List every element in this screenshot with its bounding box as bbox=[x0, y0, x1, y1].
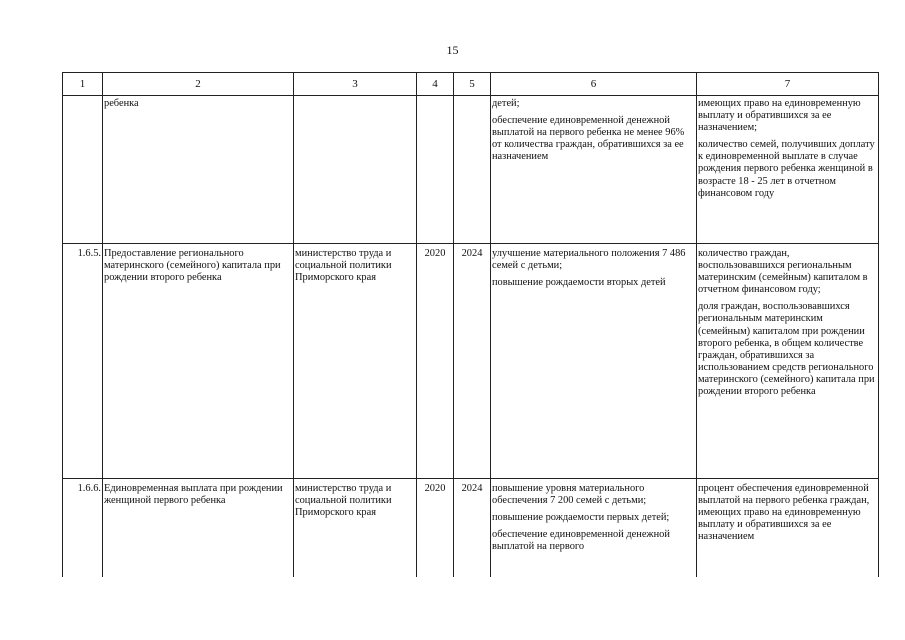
year-end bbox=[454, 96, 491, 244]
year-end: 2024 bbox=[454, 479, 491, 578]
col-header-5: 5 bbox=[454, 73, 491, 96]
col-header-4: 4 bbox=[417, 73, 454, 96]
indicators-cell bbox=[697, 479, 879, 578]
year-start: 2020 bbox=[417, 244, 454, 479]
measure-name: Предоставление регионального материнского (семейного) капитала при рождении второго ребенка bbox=[103, 244, 294, 479]
expected-results-cell bbox=[491, 244, 697, 479]
measure-number bbox=[63, 96, 103, 244]
table-row bbox=[63, 244, 879, 479]
year-start: 2020 bbox=[417, 479, 454, 578]
measure-executor: министерство труда и социальной политики Приморского края bbox=[294, 244, 417, 479]
year-end: 2024 bbox=[454, 244, 491, 479]
col-header-2: 2 bbox=[103, 73, 294, 96]
measure-executor bbox=[294, 96, 417, 244]
table-header-row bbox=[63, 73, 879, 96]
page-number: 15 bbox=[446, 43, 459, 57]
measure-executor: министерство труда и социальной политики Приморского края bbox=[294, 479, 417, 578]
indicator-item: процент обеспечения единовременной выплатой на первого ребенка граждан, имеющих право на единовременную выплату и обратившихся за ее назначением bbox=[698, 483, 870, 543]
result-item: улучшение материального положения 7 486 семей с детьми; bbox=[492, 248, 686, 272]
measure-name: Единовременная выплата при рождении женщиной первого ребенка bbox=[103, 479, 294, 578]
col-header-1: 1 bbox=[63, 73, 103, 96]
program-measures-table bbox=[62, 72, 879, 577]
indicator-item: доля граждан, воспользовавшихся региональным материнским (семейным) капиталом при рождении второго ребенка, в общем количестве граждан, обратившихся за использованием средств регионального материнского (семейного) капитала при рождении второго ребенка bbox=[698, 301, 875, 398]
result-item: обеспечение единовременной денежной выплатой на первого bbox=[492, 529, 670, 553]
indicator-item: имеющих право на единовременную выплату и обратившихся за ее назначением; bbox=[698, 98, 861, 134]
year-start bbox=[417, 96, 454, 244]
expected-results-cell bbox=[491, 479, 697, 578]
col-header-7: 7 bbox=[697, 73, 879, 96]
result-item: повышение уровня материального обеспечения 7 200 семей с детьми; bbox=[492, 483, 647, 507]
expected-results-cell bbox=[491, 96, 697, 244]
indicator-item: количество граждан, воспользовавшихся региональным материнским (семейным) капиталом в отчетном финансовом году; bbox=[698, 248, 868, 296]
col-header-6: 6 bbox=[491, 73, 697, 96]
result-item: повышение рождаемости первых детей; bbox=[492, 512, 670, 524]
indicators-cell bbox=[697, 96, 879, 244]
col-header-3: 3 bbox=[294, 73, 417, 96]
result-item: обеспечение единовременной денежной выплатой на первого ребенка не менее 96% от количества граждан, обратившихся за ее назначением bbox=[492, 115, 685, 163]
table-row bbox=[63, 479, 879, 578]
indicators-cell bbox=[697, 244, 879, 479]
measure-number: 1.6.5. bbox=[63, 244, 103, 479]
measure-number: 1.6.6. bbox=[63, 479, 103, 578]
table-row bbox=[63, 96, 879, 244]
measure-name: ребенка bbox=[103, 96, 294, 244]
indicator-item: количество семей, получивших доплату к единовременной выплате в случае рождения первого ребенка женщиной в возрасте 18 - 25 лет в отчетном финансовом году bbox=[698, 139, 875, 199]
result-item: повышение рождаемости вторых детей bbox=[492, 277, 666, 289]
result-item: детей; bbox=[492, 98, 520, 109]
